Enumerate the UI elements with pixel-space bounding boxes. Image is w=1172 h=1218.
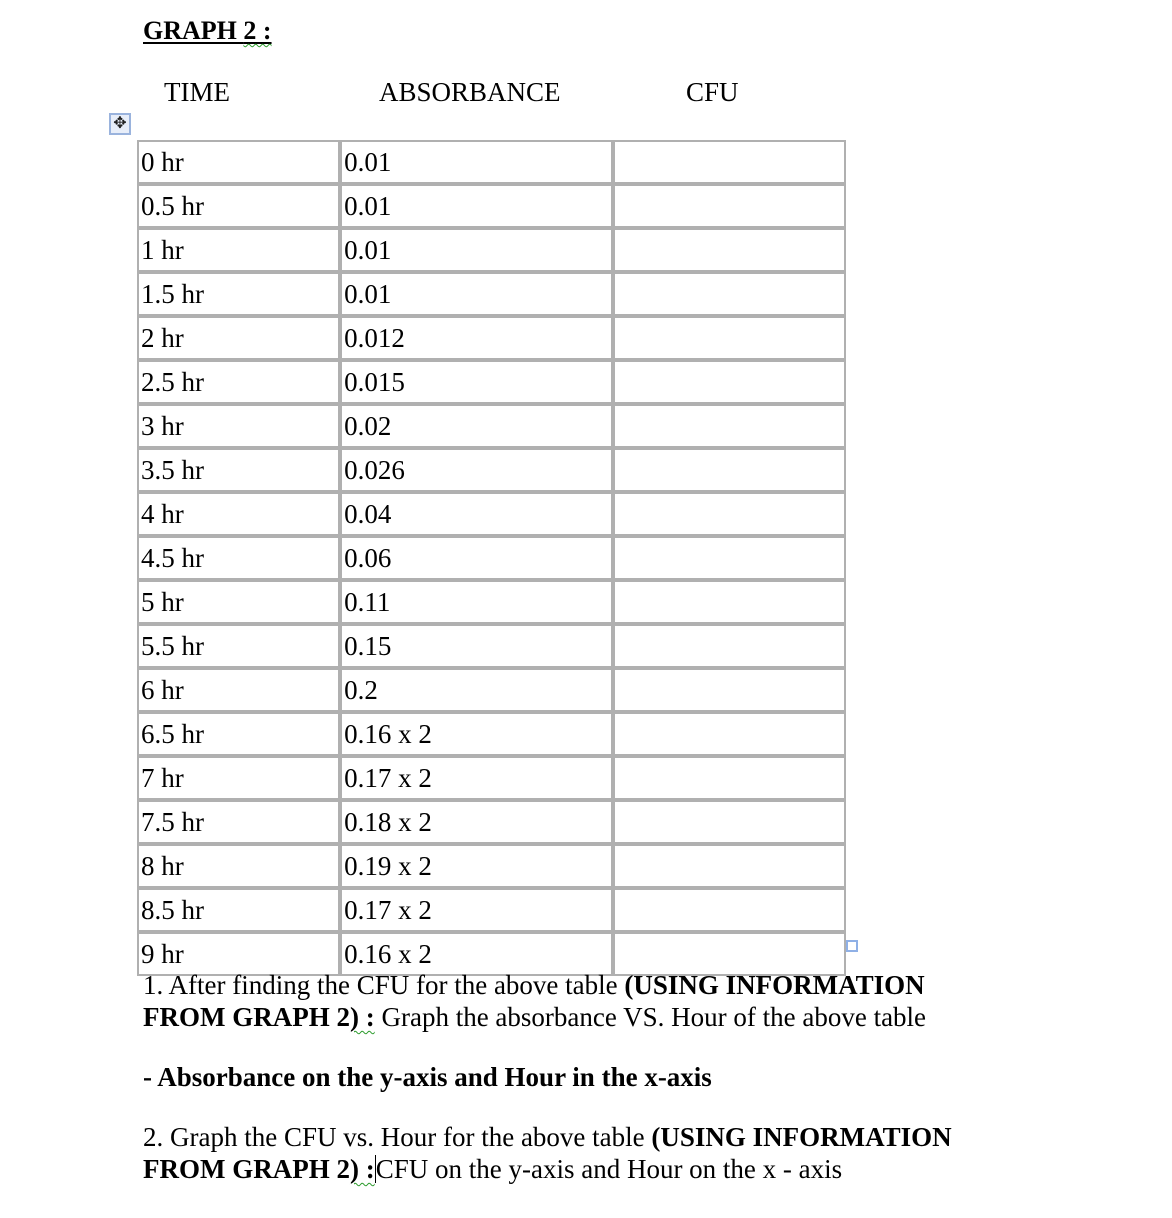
table-row <box>137 228 846 272</box>
question-1: 1. After finding the CFU for the above table (USING INFORMATION FROM GRAPH 2) : Graph the absorbance VS. Hour of the above table <box>143 970 927 1032</box>
cell-absorbance[interactable]: 0.19 x 2 <box>340 844 613 888</box>
cell-time[interactable]: 7 hr <box>137 756 340 800</box>
cell-time[interactable]: 6.5 hr <box>137 712 340 756</box>
cell-cfu[interactable] <box>613 228 846 272</box>
table-row <box>137 360 846 404</box>
cell-time[interactable]: 5.5 hr <box>137 624 340 668</box>
cell-time[interactable]: 6 hr <box>137 668 340 712</box>
grammar-flag: 2 : <box>243 16 272 45</box>
cell-time[interactable]: 2.5 hr <box>137 360 340 404</box>
cell-cfu[interactable] <box>613 184 846 228</box>
table-row <box>137 888 846 932</box>
cell-cfu[interactable] <box>613 800 846 844</box>
cell-absorbance[interactable]: 0.15 <box>340 624 613 668</box>
table-row <box>137 272 846 316</box>
cell-absorbance[interactable]: 0.01 <box>340 228 613 272</box>
table-row <box>137 316 846 360</box>
cell-cfu[interactable] <box>613 272 846 316</box>
cell-absorbance[interactable]: 0.18 x 2 <box>340 800 613 844</box>
cell-cfu[interactable] <box>613 756 846 800</box>
table-resize-handle[interactable] <box>846 940 858 952</box>
cell-cfu[interactable] <box>613 404 846 448</box>
cell-cfu[interactable] <box>613 844 846 888</box>
cell-time[interactable]: 1 hr <box>137 228 340 272</box>
cell-time[interactable]: 9 hr <box>137 932 340 976</box>
table-row <box>137 448 846 492</box>
header-cfu: CFU <box>686 77 739 107</box>
table-row <box>137 580 846 624</box>
question-2: 2. Graph the CFU vs. Hour for the above table (USING INFORMATION FROM GRAPH 2) :CFU on the y-axis and Hour on the x - axis <box>143 1122 952 1184</box>
cell-cfu[interactable] <box>613 624 846 668</box>
table-row <box>137 404 846 448</box>
cell-absorbance[interactable]: 0.02 <box>340 404 613 448</box>
cell-cfu[interactable] <box>613 712 846 756</box>
cell-time[interactable]: 4 hr <box>137 492 340 536</box>
cell-cfu[interactable] <box>613 448 846 492</box>
cell-cfu[interactable] <box>613 140 846 184</box>
cell-cfu[interactable] <box>613 360 846 404</box>
cell-absorbance[interactable]: 0.01 <box>340 272 613 316</box>
table-row <box>137 668 846 712</box>
data-table <box>137 140 846 976</box>
cell-cfu[interactable] <box>613 580 846 624</box>
table-row <box>137 140 846 184</box>
table-row <box>137 712 846 756</box>
cell-absorbance[interactable]: 0.17 x 2 <box>340 888 613 932</box>
table-row <box>137 536 846 580</box>
cell-absorbance[interactable]: 0.06 <box>340 536 613 580</box>
cell-time[interactable]: 3 hr <box>137 404 340 448</box>
cell-absorbance[interactable]: 0.01 <box>340 184 613 228</box>
cell-absorbance[interactable]: 0.2 <box>340 668 613 712</box>
cell-absorbance[interactable]: 0.17 x 2 <box>340 756 613 800</box>
table-row <box>137 756 846 800</box>
cell-time[interactable]: 0 hr <box>137 140 340 184</box>
cell-time[interactable]: 8.5 hr <box>137 888 340 932</box>
cell-absorbance[interactable]: 0.01 <box>340 140 613 184</box>
axis-note: - Absorbance on the y-axis and Hour in the x-axis <box>143 1062 712 1092</box>
table-row <box>137 844 846 888</box>
cell-absorbance[interactable]: 0.015 <box>340 360 613 404</box>
cell-time[interactable]: 1.5 hr <box>137 272 340 316</box>
cell-time[interactable]: 7.5 hr <box>137 800 340 844</box>
table-row <box>137 492 846 536</box>
header-absorbance: ABSORBANCE <box>379 77 561 107</box>
table-row <box>137 624 846 668</box>
table-row <box>137 800 846 844</box>
cell-time[interactable]: 0.5 hr <box>137 184 340 228</box>
cell-cfu[interactable] <box>613 888 846 932</box>
cell-time[interactable]: 3.5 hr <box>137 448 340 492</box>
cell-time[interactable]: 2 hr <box>137 316 340 360</box>
cell-cfu[interactable] <box>613 536 846 580</box>
table-move-handle-icon[interactable]: ✥ <box>109 113 131 135</box>
cell-absorbance[interactable]: 0.026 <box>340 448 613 492</box>
cell-cfu[interactable] <box>613 668 846 712</box>
header-time: TIME <box>164 77 230 107</box>
cell-absorbance[interactable]: 0.11 <box>340 580 613 624</box>
cell-time[interactable]: 5 hr <box>137 580 340 624</box>
cell-time[interactable]: 8 hr <box>137 844 340 888</box>
cell-absorbance[interactable]: 0.04 <box>340 492 613 536</box>
cell-cfu[interactable] <box>613 492 846 536</box>
cell-absorbance[interactable]: 0.012 <box>340 316 613 360</box>
cell-absorbance[interactable]: 0.16 x 2 <box>340 932 613 976</box>
page-title: GRAPH 2 : <box>143 16 272 45</box>
cell-absorbance[interactable]: 0.16 x 2 <box>340 712 613 756</box>
cell-time[interactable]: 4.5 hr <box>137 536 340 580</box>
cell-cfu[interactable] <box>613 316 846 360</box>
table-row <box>137 184 846 228</box>
